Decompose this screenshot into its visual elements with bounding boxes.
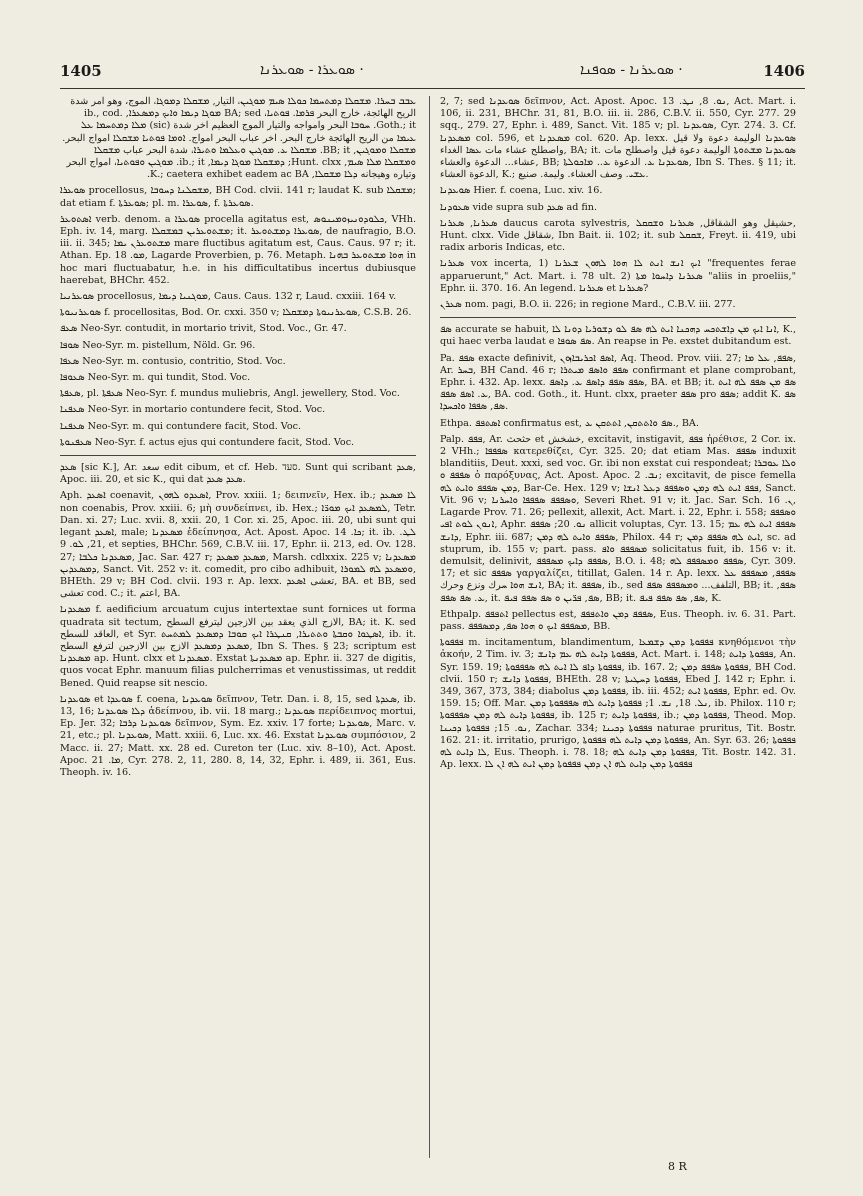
entry-text: Ethpalp. ܐܬܦܦܦ pellectus est, ܣܦܦܦ ܕܡܢ ܘܐܬܦܦܦ, Eus. Theoph. iv. 6. 31. Part. pass. ܡܣܦܦܦ ܐܝܟ ܘ ܗܘܐ ܣܦ, ܕܡܣܦܦܦ, BB. xyxy=(440,608,796,632)
running-title-left: ܣܘܥܪܐ - ܣܘܥܪܢܐ · xyxy=(260,62,364,78)
entry-text: ܣܥܕ [sic K.], Ar. سعد edit cibum, et cf. Heb. סעד. Sunt qui scribant ܣܥܕ, Apoc. iii. 20, et sic K., qui dat ܣܥܕ ܣܥܕ. xyxy=(60,462,416,486)
entry-text: ܦܦܦܘܬܐ m. incitamentum, blandimentum, ܦܦܦܘܬܐ ܕܡܢ ܕܫܡܥܐ κνηθόμενοι τὴν ἀκοήν, 2 Tim. iv. 3; ܦܦܦܘܬܐ ܕܐܝܬ ܠܗ ܥܡ ܕܐܢܫ, Act. Mart. i. 148; ܦܦܦܘܬܐ ܕܐܝܬ, An. Syr. 159. 19; ܦܦܦܘܬܐ ܕܐܦ ܠܐ ܐܝܬ ܠܗ ܣܦܦܦܘܬܐ, ib. 167. 2; ܦܦܦܘܬܐ ܣܦܦܦ ܕܡܢ, BH Cod. clvii. 150 r; ܦܦܦܘܬܐ ܕܐܢܫ, BHEth. 28 v; ܦܦܦܘܬܐ ܕܚܛܝܬܐ, Ebed J. 142 r; Ephr. i. 349, 367, 373, 384; diabolus ܦܦܦܘܬܐ ܕܡܢ, ib. iii. 452; ܦܦܦܘܬܐ ܐܝܬ, Ephr. ed. Ov. 159. 15; Off. Mar. ܢܠ. 18, ܢܫ. 1; ܦܦܦܘܬܐ ܕܐܝܬ ܠܗ ܣܦܦܦܘܬܐ ܕܡܢ, ib. Philox. 110 r; ܦܦܦܘܬܐ ܕܐܝܬ ܠܗ ܕܡܢ ܣܦܦܦܘܬܐ, ib. 125 r; ܦܦܦܘܬܐ ܕܐܝܬ, ib.; ܦܦܦܘܬܐ ܕܡܢ, Theod. Mop. ܢܘ. 15; ܦܦܦܘܬܐ ܕܟܝܢܐ, Zachar. 334; ܦܦܦܘܬܐ ܕܟܝܢܐ naturae pruritus, Tit. Bostr. 162. 21: it. irritatio, prurigo, ܦܦܦܘܬܐ ܕܡܢ ܕܐܝܬ ܠܗ ܦܦܦܘܬܐ, An. Syr. 63. 26; ܦܦܦܘܬܐ ܠܐ ܕܐܝܬ ܠܗ, Eus. Theoph. i. 78. 18; ܦܦܦܘܬܐ ܕܡܢ ܕܐܝܬ ܠܗ, Tit. Bostr. 142. 31. Ap. lexx. ܦܦܦܘܬܐ ܕܡܢ ܕܐܝܬ ܠܗ ܐܢ ܕܡܢ ܦܦܦܘܬܐ ܕܡܢ ܐܝܬ ܠܗ ܐܢ ܠܐ xyxy=(440,637,796,771)
left-column xyxy=(60,96,416,1158)
running-title-right: ܣܘܥܪܢܐ - ܣܘܦܢܐ · xyxy=(580,62,683,78)
entry-text: ܣܦ accurate se habuit, ܐܢܐ ܐܝܟ ܡܢ ܕܐܫܬܟܚ ܕܗܟܢܐ ܐܝܬ ܠܗ ܣܦ ܠܘ ܕܫܘܪܝܐ ܕܘܢܐ ܠܐ, K., qui haec verba laudat e ܣܦ ܣܘܦܐ. An reapse in Pe. exstet dubitandum est. xyxy=(440,324,796,348)
entry-text: ܣܘܥܪܢܝܐ procellosus, ܡܘܓܢܝܐ ܕܝܡܐ, Caus. Caus. 132 r, Laud. cxxiii. 164 v. xyxy=(60,291,397,303)
entry-text: ܥܒܒ ܒܚܪܐ. ܡܫܩܠܐ ܕܡܬܚܡܐ ܟܘܠܐ ܣܝܡ ܡܘܓܝܢ، التيار, ܡܫܩܠܐ ܕܡܘܓܐ، الموج، وهو امر شدة الريح الهائجة، خارج البحر ܦܪܡܐ. ܦܘܬܝܐ، BA; sed ܡܘܓܐ ܕܝܡܐ ܘܐܝܟ ܕܡܣܥܪܐ, ib., cod. Goth.; it. ܚܘܒܐ البحر وامواجه والتيار الموج العظيم اخر شدة (sic) ܡܠܐ ܕܡܬܚܡܐ ܥܠ ܥܝܡܐ من الريح الهائجة خارج البحر. اخر عباب البحر امواج. ܐܘܡܐ ܦܘܬܝܐ ܡܫܩܠܐ امواج البحر. ܡܫܩܠܐ ܘܡܘܓܝܢ, BB; it. ܡܫܩܠܐ ܥ. ܡܘܓܝܢ ܘܥܠܡܐ ܘܬܝܪܐ، شدة البحر عباب ܡܫܩܠܐ ܘܡܫܩܠܐ ܡܠܐ ܣܝܡ, Hunt. clxx; ܕܡܫܩܠܐ ܡܘܓܐ ܕܝܡܐ, ib.; it. ܡܘܓܝܢ ܘܦܘܬܝܐ، امواج البحر وتياره وهيجانه ܕܠܐ ܡܫܩܠܐ, K.; caetera exhibet eadem ac BA. xyxy=(62,96,416,181)
entry-text: Ethpa. ܐܣܬܦܦ confirmatus est, ܣܦ ܘܐܬܬܩܢ, ܐܬܬܩܢ ܥ., BA. xyxy=(440,417,699,429)
entry-text: ܣܥܦܬܐ, pl. ܣܥܦܬܐ Neo-Syr. f. mundus muliebris, Angl. jewellery, Stod. Voc. xyxy=(60,388,400,400)
entry-text: ܣܘܥܪܐ procellosus, ܡܫܩܠܢܐ ܕܚܘܒܐ, BH Cod. clvii. 141 r; laudat K. sub ܡܫܩܠܐ; dat etiam f. ܣܘܥܪܬܐ; pl. m. ܣܘܥܪܐ, f. ܣܘܥܪܬܐ. xyxy=(60,185,416,209)
entry-text: 2, 7; sed ܣܘܥܕܢܐ δεῖπνον, Act. Apost. Apoc. ܢܘ. 8, ܢܛ. 13, Act. Mart. i. 106, ii. 231, BHChr. 31, 81, B.O. iii. ii. 286, C.B.V. ii. 550, Cyr. 277. 29 sqq., 279. 27, Ephr. i. 489, Sanct. Vit. 185 v; pl. ܣܘܥܕܢܐ, Cyr. 274. 3. Cf. ܡܣܥܕܢܐ col. 596, et ܡܣܥܕܢܐ col. 620. Ap. lexx. ܣܘܥܕܢܐ الوليمة دعوة ولا قيل واصطلح عشاء مات ܥܣܐ الغداء, BA; it. ܣܘܥܕܢܐ ܡܫܬܘܬܐ الوليمة دعوة قيل واصطلح مات عشاء... الدعوة والعشاء, BB; ܣܘܥܕܢܐ ܥ. الدعوة ܥ.. ܡܐܟܘܠܬܐ, Ibn S. Thes. § 11; it. الدعوة العشاء, K.; ܥܫܝ. وصف العشاء. وليمة. صنيع. xyxy=(440,96,796,181)
entry-text: ܣܘܥܕܢܐ Hier. f. coena, Luc. xiv. 16. xyxy=(440,185,603,197)
entry-text: Aph. ܐܣܥܕ coenavit, ܐܣܥܕܘ ܠܗܘܢ, Prov. xxiii. 1; δειπνεῖν, Hex. ib.; ܠܐ ܡܣܥܕ non coenabis, Prov. xxiii. 6; μὴ συνδείπνει, ib. Hex.; ܠܡܣܥܕ ܐܝܟ ܡܘܪ̈ܐ, Tetr. Dan. xi. 27; Luc. xvii. 8, xxii. 20, 1 Cor. xi. 25, Apoc. iii. 20, ubi sunt qui legant ܐܣܥܕ, male; ܡܣܥܕܢܐ ἐδείπνησα, Act. Apost. Apoc. ܟܐ. 14; it. ib. ܠܛ. 21, ܠܘ. 9, et septies, BHChr. 569, C.B.V. iii. 17, Ephr. ii. 213, ed. Ov. 128. 27; ܡܣܥܕܢܐ ܟܠܒܐ, Jac. Sar. 427 r; ܡܣܥܕ ܡܣܥܕ, Marsh. cdlxxix. 225 v; ܡܣܥܕܢܐ ܕܡܣܥܕܝܢ, Sanct. Vit. 252 v: it. comedit, pro cibo adhibuit, ܘܡܣܥܕ ܠܗ ܠܡܘܪܐ, BHEth. 29 v; BH Cod. clvii. 193 r. Ap. lexx. تعشى ܐܣܥܕ, BA. et BB, sed تعشى cod. C.; it. اعتم, BA. xyxy=(60,490,416,600)
entry-text: ܣܥܪܢܐ vox incerta, 1) ܐܝܟ ܐܢܫ ܐܢܬ ܠܐ ܗܘܐ ܠܗܘܢ ܫܥܪܢܐ "frequentes ferae apparuerunt," Act. Mart. i. 78 ult. 2) ܣܥܪܢܐ ܕܐܚܘܐ ܡܬܐ "aliis in proeliis," Ephr. ii. 370. 16. An legend. ܣܥܪܢܐ et ܣܥܪܢܐ? xyxy=(440,258,796,294)
entry-text: ܣܘܥܕܢܐ et ܣܘܥܕܐ f. coena, ܣܘܥܕܢܐ δεῖπνον, Tetr. Dan. i. 8, 15, sed ܣܥܕܬܐ, ib. 13, 16; ܕܠܐ ܣܘܥܕܢܐ ἀδείπνου, ib. vii. 18 marg.; ܣܘܥܕܢܐ περίδειπνος mortui, Ep. Jer. 32; ܣܘܥܕܢܐ ܕܪܒܐ δεῖπνον, Sym. Ez. xxiv. 17 forte; ܣܘܥܕܢܐ, Marc. v. 21, etc.; pl. ܣܘܥܕܢܐ, Matt. xxiii. 6, Luc. xx. 46. Exstat ܣܘܥܕܢܐ συμπόσιον, 2 Macc. ii. 27; Matt. xx. 28 ed. Cureton ter (Luc. xiv. 8–10), Act. Apost. Apoc. ܡܐ. 21, Cyr. 278. 2, 11, 280. 8, 14, 32, Ephr. i. 489, ii. 361, Eus. Theoph. iv. 16. xyxy=(60,693,416,778)
column-divider xyxy=(429,96,430,1158)
entry-text: ܣܥܘܦܐ Neo-Syr. m. qui tundit, Stod. Voc. xyxy=(60,372,251,384)
entry-text: ܣܘܦܐ Neo-Syr. m. pistellum, Nöld. Gr. 96. xyxy=(60,339,256,351)
entry-text: ܣܥܪܢ nom. pagi, B.O. ii. 226; in regione Mard., C.B.V. iii. 277. xyxy=(440,299,736,311)
section-divider xyxy=(60,455,416,456)
signature-mark: 8 R xyxy=(668,1160,687,1173)
entry-text: ܐܣܬܘܥܪ verb. denom. a ܣܘܥܪܐ procella agitatus est, ܟܠܘܕܘܢܝܙܘܡܝܢܘܣ, VHh. Eph. iv. 14, marg. ܡܫܬܘܥܪܝܢ ܒܡܫܩܠܐ; it. ܣܘܥܪܐ ܕܡܫܬܘܥܪ, de naufragio, B.O. iii. ii. 345; ܡܫܬܘܥܪܢ ܝܡܐ mare fluctibus agitatum est, Caus. Caus. 97 r; it. Athan. Ep. ܡܘ. 18, Lagarde Proverbien, p. 76. Metaph. ܗܘܐ ܡܫܬܘܥܪ ܒܗܢܐ in hoc mari fluctuabatur, h.e. in his difficultatibus incertus dubiusque haerebat, BHChr. 452. xyxy=(60,213,416,286)
entry-text: ܣܥܦܢܐ Neo-Syr. in mortario contundere fecit, Stod. Voc. xyxy=(60,404,326,416)
header-rule xyxy=(60,88,805,89)
entry-text: ܡܣܥܕܢܐ f. aedificium arcuatum cujus intertextae sunt fornices ut forma quadrata sit tectum, الازج الذي يعقد بين الازجين ليترفع السطح, BA; it. K. sed العاقد للسطح, et Syr. ܐܣܛܘܐ ܘܩܒܬܐ ܘܬܬܝܪܐ, ܩܢܛܪܐ ܐܝܟ ܩܘܒܐ ܕܡܣܥܕ ܠܡܬܚܬ, ib. it. ܡܣܥܕ ܕܡܣܥܕ الازج بين الازجين لترفع السطح, Ibn S. Thes. § 23; scriptum est ܡܣܥܕܢܐ ap. Hunt. clxx et ܡܣܥܕܢܐ. Exstat ܡܣܥܕܢܬܐ ap. Ephr. ii. 327 de digitis, quos vocat Ephr. manuum filias pulcherrimas et venustissimas, ut reddit Bened. Quid reapse sit nescio. xyxy=(60,604,416,689)
page-header xyxy=(60,62,805,88)
entry-text: ܣܥܦܢܘܬܐ Neo-Syr. f. actus ejus qui contundere facit, Stod. Voc. xyxy=(60,436,355,448)
page-number-right: 1406 xyxy=(763,62,805,80)
section-divider xyxy=(440,317,796,318)
entry-text: ܣܥܦܐ Neo-Syr. m. contusio, contritio, Stod. Voc. xyxy=(60,355,286,367)
entry-text: ܣܥܘܕܢܐ vide supra sub ܣܥܕ ad fin. xyxy=(440,201,598,213)
right-column xyxy=(440,96,796,1158)
entry-text: Palp. ܦܦܦ, Ar. حثحث et خشخش, excitavit, instigavit, ܦܦܦ ἠρέθισε, 2 Cor. ix. 2 VHh.; ܣܦܦܦܐ κατερεθίζει, Cyr. 325. 20; dat etiam Mas. ܣܦܦܦ induxit blanditiis, Deut. xxxi, sed voc. Gr. ibi non exstat cui respondeat; ܘܠܐ ܥܘܒܪܐ ܣܦܦܦ ܘ ὁ παρόξυνας, Act. Apost. Apoc. ܢܒ. 2; excitavit, de pisce femella ܕܡܢ ܣܦܦܦ ܘܐܝܬ ܠܗ, Bar-Ce. Hex. 129 v; ܦܦܦ ܐܝܬ ܠܗ ܕܡܢ ܘܣܦܦܦ ܕܥܠ ܐܢܫܐ, Sanct. Vit. 96 v; ܘܣܦܦܦ ܣܦܦܦܐ ܘܐܚܪܢܐ, Severi Rhet. 91 v; it. Jac. Sar. Sch. ܢ. 16, Lagarde Prov. 71. 26; pellexit, allexit, Act. Mart. i. 22, Ephr. i. 558; ܘܣܦܦܦ ܐܢܘܢ ܠܘܬ ܐܦܝ, Aphr. ܢܘ. 20; ܣܦܦܦ allicit voluptas, Cyr. 13. 15; ܣܦܦܦ ܐܝܬ ܠܗ ܥܡ ܕܐܢܫ, Ephr. iii. 687; ܣܦܦܦ ܘܐܝܬ ܠܗ ܕܡܢ, Philox. 44 r; ܐܝܬ ܠܗ ܣܦܦܦ ܕܡܢ, sc. ad stuprum, ib. 155 v; part. pass. ܡܣܦܦܦ ܘܐܦ solicitatus fuit, ib. 156 v: it. demulsit, delinivit, ܣܦܦܦ ܕܐܝܟ ܡܣܦܦܦ, B.O. i. 48; ܣܦܦܦ ܘܡܣܦܦܦ ܠܗ, Cyr. 309. 17; et sic ܣܦܦܦ γαργαλίζει, titillat, Galen. 14 r. Ap. lexx. ܣܦܦܦ, ܡܣܦܦܦ ܥܠ ܐܢܫ ܗܘܐ ܚرك ونزع وحرك, BA; it. ܣܦܦܦ, ib., sed التلفف... ܘܡܣܦܦܦ ܣܦܦ, BB; it. ܣܦܦ, ܥ. ܣܦ ܣܦܦ, it. ܣܦ, ܦܪ̈ܝܢ ܘ ܣܦ ܣܦܦ ܦܝܦ, BB; it. ܣܦ, ܣܦ ܣܦܦ ܦܝܦ, K. xyxy=(440,433,796,604)
entry-text: Pa. ܣܦܦ exacte definivit, ܐܣܦ ܐܟܪܝܒܐܙܘܢ, Aq. Theod. Prov. viii. 27; ܣܦܦ, ܥܠ ܡܐ, Ar. ܒܚܪ, BH Cand. 46 r; ܣܦܦ ܘܐܣܦ ܡܝܬܪܐ confirmant et plane comprobant, Ephr. i. 432. Ap. lexx. ܣܦܦ ܣܦܦ ܕܐܣܦ ܥ. ܕܐܣܦ, BA. et BB; it. ܣܦ ܡܢ ܣܦܦ ܠܗ ܐܝܬ ܥ. ܐܣܦ ܣܦܦ, BA. cod. Goth., it. Hunt. clxx, praeter ܣܦܦ pro ܣܦܦ; addit K. ܣܦ ܣܦ, ܣܦܦܐ ܘܐܟܚܕܐ. xyxy=(440,352,796,413)
page-number-left: 1405 xyxy=(60,62,102,80)
entry-text: ܣܥܦ Neo-Syr. contudit, in mortario trivit, Stod. Voc., Gr. 47. xyxy=(60,323,347,335)
entry-text: ܣܘܥܪܢܝܘܬܐ f. procellositas, Bod. Or. cxxi. 350 v; ܣܘܥܪܢܝܘܬܐ ܕܡܫܩܠܐ, C.S.B. 26. xyxy=(60,307,412,319)
entry-text: ܣܥܪܢܐ, ܣܥܪܢܐ daucus carota sylvestris, حشيقل وهو الشقاقل, ܣܥܪܢܐ ܘܫܩܩܠ, Hunt. clxx. Vide شقاقل, Ibn Bait. ii. 102; it. sub ܫܩܩܠ, Freyt. ii. 419, ubi radix arboris Indicas, etc. xyxy=(440,217,796,254)
entry-text: ܣܥܦܢܐ Neo-Syr. m. qui contundere facit, Stod. Voc. xyxy=(60,420,302,432)
